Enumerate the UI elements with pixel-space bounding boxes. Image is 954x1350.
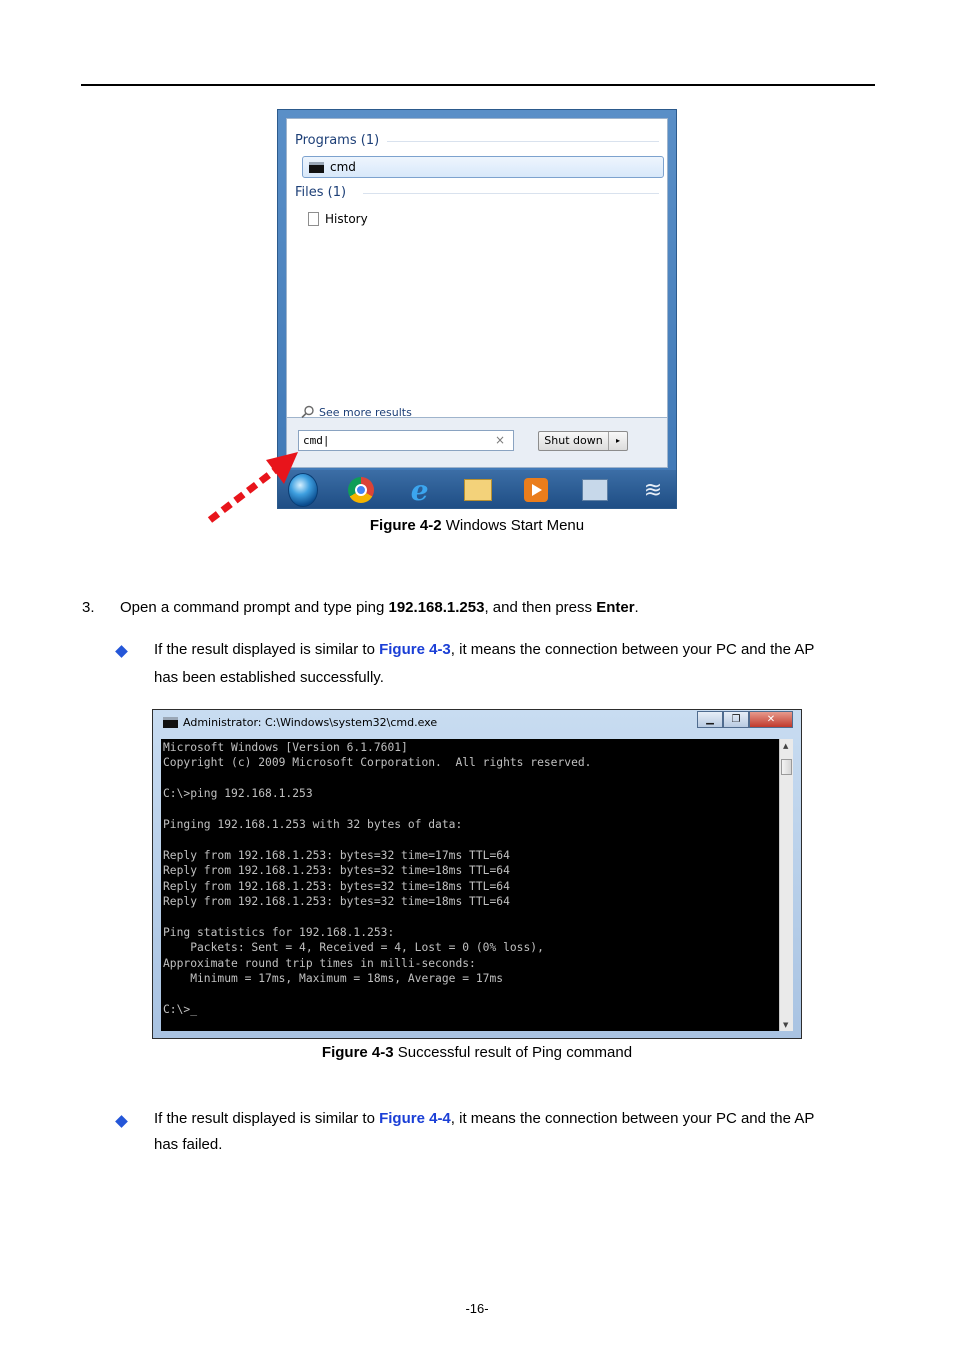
console-line: Packets: Sent = 4, Received = 4, Lost = 0 (0% loss),: [163, 941, 544, 955]
explorer-taskbar-button[interactable]: [463, 475, 493, 505]
console-line: C:\>_: [163, 1002, 198, 1016]
search-input-value: cmd: [303, 434, 323, 447]
minimize-button[interactable]: ▁: [697, 711, 723, 728]
step-3-key: Enter: [596, 599, 635, 616]
bullet-1-text-b: , it means the connection between your PC and the AP: [450, 641, 815, 658]
window-controls: [697, 711, 793, 728]
taskbar: [278, 470, 677, 509]
console-line: Reply from 192.168.1.253: bytes=32 time=18ms TTL=64: [163, 895, 510, 909]
figure-4-4-link[interactable]: Figure 4-4: [379, 1110, 451, 1127]
shutdown-button[interactable]: [538, 431, 628, 451]
maximize-button[interactable]: ❐: [723, 711, 749, 728]
search-icon: [301, 405, 315, 419]
console-line: Minimum = 17ms, Maximum = 18ms, Average = 17ms: [163, 972, 504, 986]
see-more-label: See more results: [319, 405, 412, 419]
bullet-2-text-b: , it means the connection between your PC and the AP: [450, 1110, 815, 1127]
chrome-taskbar-button[interactable]: [346, 475, 376, 505]
bullet-1-text: [154, 636, 884, 692]
bullet-2-line-2: has failed.: [154, 1136, 223, 1153]
start-search-input[interactable]: [298, 430, 514, 451]
program-item-label: cmd: [330, 160, 356, 174]
step-3-number: 3.: [82, 599, 95, 616]
media-player-taskbar-button[interactable]: [521, 475, 551, 505]
wifi-icon: ≋: [643, 477, 663, 503]
console-line: [163, 909, 777, 924]
figure-4-2-caption: [277, 517, 677, 534]
network-taskbar-button[interactable]: [580, 475, 610, 505]
figure-4-3-caption: [152, 1044, 802, 1061]
figure-4-3-link[interactable]: Figure 4-3: [379, 641, 451, 658]
console-line: [163, 802, 777, 817]
chrome-icon: [348, 477, 374, 503]
step-3-text-c: .: [634, 599, 639, 616]
console-line: Reply from 192.168.1.253: bytes=32 time=17ms TTL=64: [163, 848, 510, 862]
files-heading: Files (1): [295, 185, 347, 200]
programs-heading: Programs (1): [295, 133, 380, 148]
media-player-icon: [524, 478, 548, 502]
cmd-window-title: Administrator: C:\Windows\system32\cmd.exe: [183, 716, 438, 729]
bullet-1-line-2: has been established successfully.: [154, 669, 384, 686]
close-button[interactable]: ✕: [749, 711, 793, 728]
console-line: Reply from 192.168.1.253: bytes=32 time=18ms TTL=64: [163, 879, 510, 893]
ie-taskbar-button[interactable]: [405, 475, 435, 505]
scroll-thumb[interactable]: [781, 759, 792, 775]
bullet-2-text-a: If the result displayed is similar to: [154, 1110, 380, 1127]
folder-icon: [464, 479, 492, 501]
console-line: Approximate round trip times in milli-seconds:: [163, 956, 476, 970]
console-scrollbar[interactable]: [779, 739, 793, 1031]
cmd-window-titlebar: [163, 716, 437, 729]
scroll-up-icon[interactable]: ▲: [783, 742, 789, 750]
program-item-cmd[interactable]: [302, 156, 664, 178]
step-3-text-b: , and then press: [484, 599, 597, 616]
start-menu-screenshot: [277, 109, 677, 509]
text-cursor: |: [322, 434, 330, 447]
bullet-1-text-a: If the result displayed is similar to: [154, 641, 380, 658]
console-line: Microsoft Windows [Version 6.1.7601]: [163, 741, 408, 754]
cmd-window-screenshot: [152, 709, 802, 1039]
figure-4-3-text: Successful result of Ping command: [397, 1044, 633, 1061]
network-icon: [582, 479, 608, 501]
page-number: -16-: [465, 1301, 489, 1316]
console-line: [163, 987, 777, 1002]
shutdown-label: Shut down: [539, 432, 609, 450]
clear-search-icon[interactable]: ×: [494, 433, 505, 447]
cmd-icon: [163, 717, 178, 728]
file-item-history[interactable]: [308, 209, 368, 229]
see-more-results-link[interactable]: [301, 405, 412, 419]
console-line: [163, 832, 777, 847]
step-3-ip: 192.168.1.253: [388, 599, 485, 616]
bullet-icon: [115, 1115, 128, 1128]
wifi-tray-button[interactable]: [638, 475, 668, 505]
document-icon: [308, 212, 319, 226]
files-divider: [363, 193, 659, 194]
bullet-2-text: [154, 1106, 884, 1158]
step-3-text-a: Open a command prompt and type ping: [120, 599, 389, 616]
internet-explorer-icon: e: [410, 473, 429, 507]
console-line: [163, 771, 777, 786]
bullet-icon: [115, 645, 128, 658]
console-line: C:\>ping 192.168.1.253: [163, 787, 313, 801]
console-line: Reply from 192.168.1.253: bytes=32 time=18ms TTL=64: [163, 864, 510, 878]
console-line: Ping statistics for 192.168.1.253:: [163, 925, 395, 939]
figure-4-2-text: Windows Start Menu: [445, 517, 585, 534]
scroll-down-icon[interactable]: ▼: [783, 1021, 789, 1029]
shutdown-options-arrow-icon[interactable]: ▸: [615, 436, 620, 445]
step-3-text: [120, 594, 880, 622]
cmd-icon: [309, 162, 324, 173]
console-line: Pinging 192.168.1.253 with 32 bytes of data:: [163, 818, 463, 832]
figure-4-3-label: Figure 4-3: [321, 1044, 394, 1061]
console-output[interactable]: [161, 739, 779, 1031]
header-rule: [81, 84, 875, 86]
start-menu-results-panel: [286, 118, 668, 418]
programs-divider: [387, 141, 659, 142]
file-item-label: History: [325, 212, 368, 226]
figure-4-2-label: Figure 4-2: [369, 517, 442, 534]
console-line: Copyright (c) 2009 Microsoft Corporation. All rights reserved.: [163, 756, 592, 770]
